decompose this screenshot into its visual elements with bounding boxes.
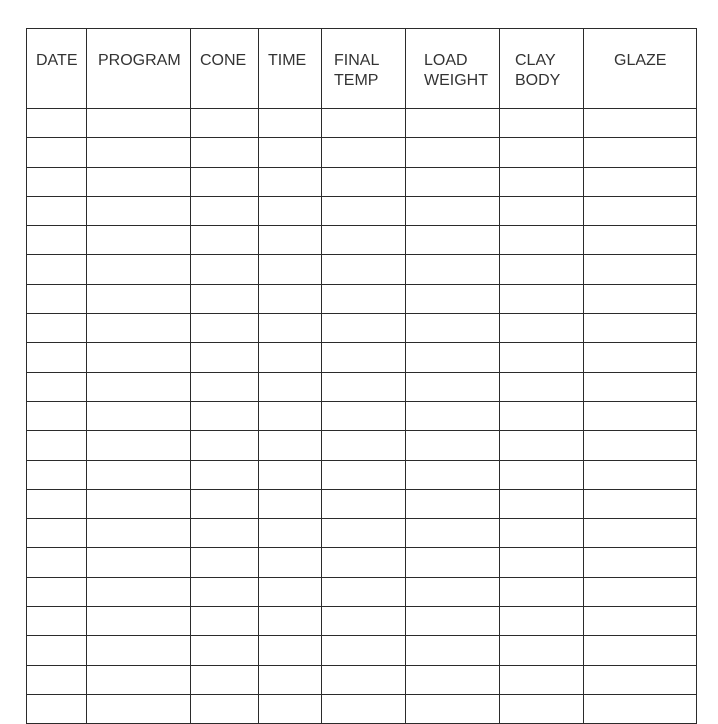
log-cell-date: [27, 519, 87, 548]
log-row: [27, 138, 697, 167]
log-cell-load-weight: [406, 607, 500, 636]
log-cell-time: [259, 138, 322, 167]
header-final-temp-line-1: FINAL: [334, 52, 380, 69]
log-cell-time: [259, 665, 322, 694]
log-cell-time: [259, 284, 322, 313]
log-cell-final-temp: [322, 109, 406, 138]
log-cell-program: [87, 109, 191, 138]
log-cell-program: [87, 489, 191, 518]
log-cell-clay-body: [500, 109, 584, 138]
log-cell-glaze: [584, 694, 697, 723]
log-cell-glaze: [584, 489, 697, 518]
log-cell-clay-body: [500, 489, 584, 518]
log-cell-date: [27, 636, 87, 665]
log-cell-program: [87, 255, 191, 284]
log-cell-time: [259, 607, 322, 636]
log-cell-clay-body: [500, 460, 584, 489]
log-cell-clay-body: [500, 577, 584, 606]
header-glaze-line-1: GLAZE: [614, 52, 667, 69]
log-cell-clay-body: [500, 519, 584, 548]
log-cell-cone: [191, 401, 259, 430]
log-body: [27, 109, 697, 724]
log-cell-program: [87, 167, 191, 196]
log-cell-load-weight: [406, 577, 500, 606]
log-cell-program: [87, 226, 191, 255]
header-clay-body-line-1: CLAY: [515, 52, 556, 69]
log-cell-clay-body: [500, 372, 584, 401]
log-cell-final-temp: [322, 314, 406, 343]
log-cell-glaze: [584, 109, 697, 138]
header-time-line-1: TIME: [268, 52, 307, 69]
log-cell-load-weight: [406, 665, 500, 694]
log-row: [27, 314, 697, 343]
log-cell-load-weight: [406, 489, 500, 518]
log-cell-clay-body: [500, 343, 584, 372]
header-date: [27, 29, 87, 109]
log-row: [27, 694, 697, 723]
log-cell-clay-body: [500, 636, 584, 665]
log-cell-date: [27, 284, 87, 313]
header-final-temp-line-2: TEMP: [334, 72, 379, 89]
log-cell-clay-body: [500, 431, 584, 460]
log-cell-load-weight: [406, 226, 500, 255]
log-cell-clay-body: [500, 607, 584, 636]
log-row: [27, 196, 697, 225]
log-cell-time: [259, 548, 322, 577]
log-cell-glaze: [584, 284, 697, 313]
log-cell-final-temp: [322, 167, 406, 196]
header-final-temp: [322, 29, 406, 109]
log-cell-load-weight: [406, 314, 500, 343]
log-cell-cone: [191, 343, 259, 372]
log-cell-date: [27, 372, 87, 401]
log-cell-load-weight: [406, 460, 500, 489]
log-cell-time: [259, 694, 322, 723]
log-cell-load-weight: [406, 167, 500, 196]
log-cell-cone: [191, 460, 259, 489]
log-cell-time: [259, 636, 322, 665]
log-cell-clay-body: [500, 284, 584, 313]
log-cell-program: [87, 401, 191, 430]
log-cell-cone: [191, 255, 259, 284]
log-cell-final-temp: [322, 138, 406, 167]
log-cell-final-temp: [322, 577, 406, 606]
log-cell-cone: [191, 577, 259, 606]
log-cell-date: [27, 138, 87, 167]
log-row: [27, 109, 697, 138]
log-cell-program: [87, 372, 191, 401]
log-cell-time: [259, 226, 322, 255]
log-cell-glaze: [584, 255, 697, 284]
log-cell-glaze: [584, 372, 697, 401]
log-cell-time: [259, 401, 322, 430]
header-date-line-1: DATE: [36, 52, 78, 69]
header-cone-line-1: CONE: [200, 52, 247, 69]
header-clay-body-line-2: BODY: [515, 72, 561, 89]
log-cell-clay-body: [500, 255, 584, 284]
log-cell-program: [87, 694, 191, 723]
log-cell-glaze: [584, 196, 697, 225]
log-cell-date: [27, 255, 87, 284]
log-cell-glaze: [584, 167, 697, 196]
log-cell-cone: [191, 372, 259, 401]
log-row: [27, 431, 697, 460]
log-cell-load-weight: [406, 401, 500, 430]
log-row: [27, 665, 697, 694]
log-cell-glaze: [584, 343, 697, 372]
log-cell-program: [87, 138, 191, 167]
log-cell-final-temp: [322, 284, 406, 313]
log-cell-time: [259, 460, 322, 489]
log-cell-date: [27, 109, 87, 138]
log-cell-date: [27, 196, 87, 225]
log-cell-cone: [191, 489, 259, 518]
log-cell-program: [87, 636, 191, 665]
log-cell-final-temp: [322, 226, 406, 255]
log-row: [27, 607, 697, 636]
log-cell-date: [27, 431, 87, 460]
log-row: [27, 548, 697, 577]
log-cell-clay-body: [500, 401, 584, 430]
header-load-weight-line-1: LOAD: [424, 52, 468, 69]
log-cell-clay-body: [500, 314, 584, 343]
log-cell-time: [259, 431, 322, 460]
log-cell-cone: [191, 138, 259, 167]
header-clay-body: [500, 29, 584, 109]
log-cell-glaze: [584, 431, 697, 460]
log-cell-clay-body: [500, 196, 584, 225]
log-cell-program: [87, 607, 191, 636]
log-cell-cone: [191, 607, 259, 636]
log-cell-final-temp: [322, 460, 406, 489]
log-cell-final-temp: [322, 343, 406, 372]
log-cell-glaze: [584, 460, 697, 489]
log-cell-final-temp: [322, 372, 406, 401]
log-cell-date: [27, 665, 87, 694]
log-cell-glaze: [584, 314, 697, 343]
log-cell-program: [87, 665, 191, 694]
log-cell-clay-body: [500, 694, 584, 723]
log-cell-load-weight: [406, 196, 500, 225]
log-cell-load-weight: [406, 548, 500, 577]
log-cell-program: [87, 548, 191, 577]
log-cell-program: [87, 284, 191, 313]
log-cell-program: [87, 196, 191, 225]
log-cell-load-weight: [406, 431, 500, 460]
log-cell-final-temp: [322, 519, 406, 548]
log-cell-final-temp: [322, 431, 406, 460]
log-cell-cone: [191, 694, 259, 723]
log-cell-time: [259, 255, 322, 284]
log-cell-clay-body: [500, 167, 584, 196]
log-cell-cone: [191, 109, 259, 138]
log-cell-time: [259, 489, 322, 518]
log-cell-glaze: [584, 226, 697, 255]
log-cell-program: [87, 460, 191, 489]
log-cell-final-temp: [322, 636, 406, 665]
log-cell-load-weight: [406, 694, 500, 723]
log-row: [27, 401, 697, 430]
log-cell-clay-body: [500, 548, 584, 577]
log-cell-cone: [191, 665, 259, 694]
log-row: [27, 343, 697, 372]
header-program: [87, 29, 191, 109]
log-cell-date: [27, 460, 87, 489]
log-cell-load-weight: [406, 636, 500, 665]
log-row: [27, 519, 697, 548]
log-cell-date: [27, 343, 87, 372]
log-cell-glaze: [584, 636, 697, 665]
log-cell-cone: [191, 226, 259, 255]
log-cell-time: [259, 109, 322, 138]
log-cell-final-temp: [322, 196, 406, 225]
log-cell-final-temp: [322, 255, 406, 284]
kiln-firing-log-table: [26, 28, 697, 724]
log-cell-cone: [191, 167, 259, 196]
log-cell-cone: [191, 196, 259, 225]
log-cell-cone: [191, 636, 259, 665]
log-cell-glaze: [584, 548, 697, 577]
header-load-weight: [406, 29, 500, 109]
log-cell-date: [27, 314, 87, 343]
log-cell-load-weight: [406, 255, 500, 284]
log-cell-final-temp: [322, 607, 406, 636]
log-cell-date: [27, 226, 87, 255]
log-cell-load-weight: [406, 519, 500, 548]
header-load-weight-line-2: WEIGHT: [424, 72, 488, 89]
log-cell-glaze: [584, 607, 697, 636]
log-cell-time: [259, 577, 322, 606]
log-cell-final-temp: [322, 548, 406, 577]
log-cell-time: [259, 372, 322, 401]
log-cell-glaze: [584, 577, 697, 606]
log-row: [27, 636, 697, 665]
log-cell-time: [259, 196, 322, 225]
log-row: [27, 372, 697, 401]
header-row: [27, 29, 697, 109]
header-glaze: [584, 29, 697, 109]
log-cell-program: [87, 519, 191, 548]
log-cell-program: [87, 343, 191, 372]
log-cell-load-weight: [406, 138, 500, 167]
log-cell-program: [87, 577, 191, 606]
log-row: [27, 460, 697, 489]
header-time: [259, 29, 322, 109]
log-cell-time: [259, 314, 322, 343]
log-cell-clay-body: [500, 138, 584, 167]
log-cell-date: [27, 401, 87, 430]
log-row: [27, 226, 697, 255]
log-cell-date: [27, 167, 87, 196]
log-cell-program: [87, 431, 191, 460]
log-cell-load-weight: [406, 343, 500, 372]
log-cell-time: [259, 167, 322, 196]
log-cell-load-weight: [406, 109, 500, 138]
log-cell-load-weight: [406, 372, 500, 401]
log-row: [27, 284, 697, 313]
log-cell-cone: [191, 519, 259, 548]
log-cell-cone: [191, 284, 259, 313]
header-cone: [191, 29, 259, 109]
header-program-line-1: PROGRAM: [98, 52, 181, 69]
log-cell-date: [27, 694, 87, 723]
log-row: [27, 167, 697, 196]
log-cell-cone: [191, 431, 259, 460]
log-cell-clay-body: [500, 665, 584, 694]
log-cell-time: [259, 519, 322, 548]
log-row: [27, 489, 697, 518]
log-cell-cone: [191, 548, 259, 577]
log-cell-date: [27, 489, 87, 518]
log-cell-glaze: [584, 665, 697, 694]
log-cell-glaze: [584, 401, 697, 430]
log-cell-time: [259, 343, 322, 372]
log-cell-final-temp: [322, 694, 406, 723]
log-cell-final-temp: [322, 489, 406, 518]
log-cell-clay-body: [500, 226, 584, 255]
log-cell-load-weight: [406, 284, 500, 313]
log-cell-glaze: [584, 138, 697, 167]
log-cell-date: [27, 577, 87, 606]
log-row: [27, 577, 697, 606]
log-cell-date: [27, 548, 87, 577]
log-cell-date: [27, 607, 87, 636]
log-cell-cone: [191, 314, 259, 343]
log-row: [27, 255, 697, 284]
log-cell-final-temp: [322, 401, 406, 430]
log-cell-glaze: [584, 519, 697, 548]
log-cell-program: [87, 314, 191, 343]
log-cell-final-temp: [322, 665, 406, 694]
